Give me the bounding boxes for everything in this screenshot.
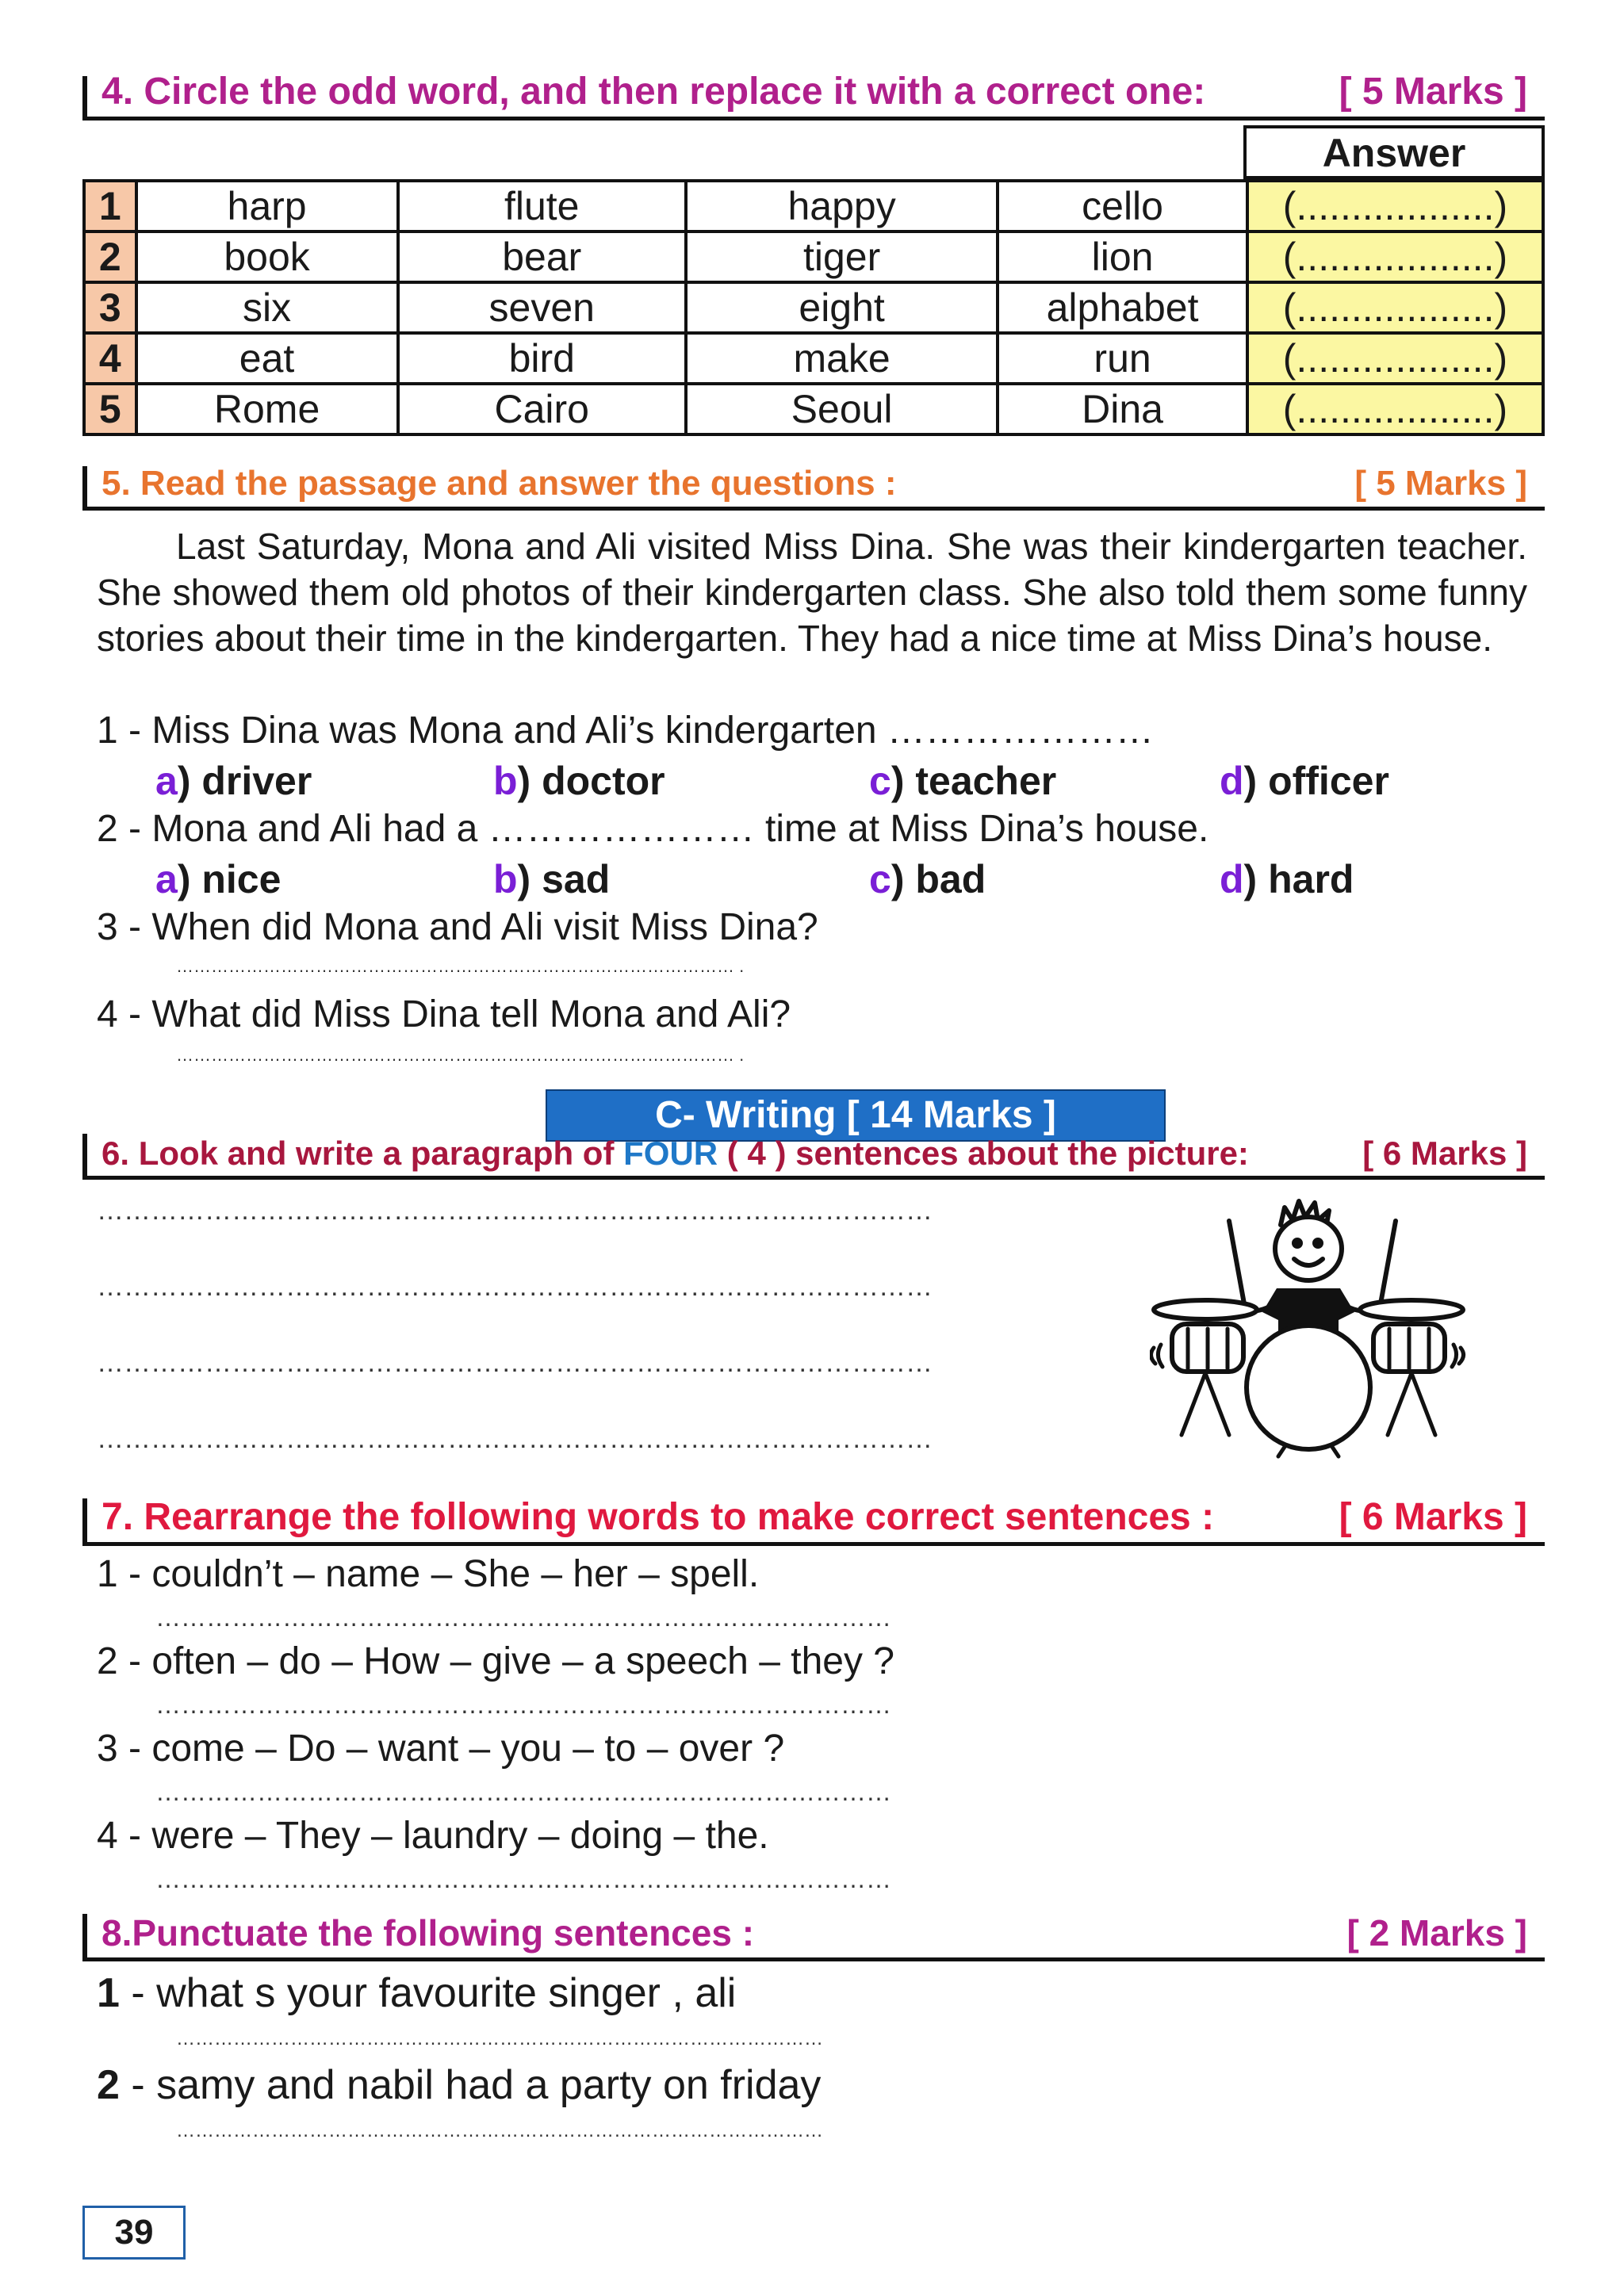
q5-question-3: 3 - When did Mona and Ali visit Miss Dina? (97, 906, 818, 948)
word-cell[interactable]: harp (136, 181, 398, 232)
word-cell[interactable]: flute (398, 181, 687, 232)
odd-word-row (84, 181, 1543, 232)
option-letter: b (493, 857, 518, 901)
row-number: 3 (84, 282, 136, 333)
word-cell[interactable]: happy (686, 181, 998, 232)
word-cell[interactable]: seven (398, 282, 687, 333)
q7-answer-line-4[interactable]: …………………………………………………………………………… (155, 1865, 891, 1893)
option-text: ) nice (177, 857, 282, 901)
q8-item-1-text: - what s your favourite singer , ali (119, 1970, 737, 2016)
q6-title-start: 6. Look and write a paragraph of (102, 1135, 624, 1172)
row-number: 1 (84, 181, 136, 232)
row-number: 2 (84, 232, 136, 282)
option-text: ) sad (517, 857, 611, 901)
option-b[interactable] (493, 758, 665, 804)
q5-header (82, 466, 1545, 511)
q7-answer-line-1[interactable]: …………………………………………………………………………… (155, 1603, 891, 1632)
option-letter: b (493, 759, 518, 803)
q4-marks: [ 5 Marks ] (1339, 71, 1527, 113)
option-letter: c (869, 857, 891, 901)
q6-marks: [ 6 Marks ] (1362, 1135, 1527, 1172)
q8-item-2 (97, 2061, 821, 2109)
option-a[interactable] (155, 758, 312, 804)
answer-header: Answer (1243, 125, 1545, 179)
option-text: ) bad (891, 857, 986, 901)
q5-question-2: 2 - Mona and Ali had a ………………… time at Miss Dina’s house. (97, 808, 1209, 850)
option-letter: c (869, 759, 891, 803)
odd-word-row (84, 333, 1543, 384)
q7-item-4: 4 - were – They – laundry – doing – the. (97, 1815, 769, 1857)
q7-answer-line-2[interactable]: …………………………………………………………………………… (155, 1690, 891, 1719)
odd-word-row (84, 384, 1543, 434)
q6-writing-line-1[interactable]: ………………………………………………………………………………… (97, 1196, 933, 1226)
odd-word-row (84, 232, 1543, 282)
word-cell[interactable]: eight (686, 282, 998, 333)
q5-answer-line-3[interactable]: …………………………………………………………………………………… . (176, 956, 745, 976)
option-letter: d (1220, 759, 1244, 803)
reading-passage: Last Saturday, Mona and Ali visited Miss Dina. She was their kindergarten teacher. She showed them old photos of their kindergarten class. She also told them some funny stories about their time in the kindergarten. They had a nice time at Miss Dina’s house. (97, 526, 1527, 659)
answer-cell[interactable]: (..................) (1247, 282, 1543, 333)
q6-writing-line-2[interactable]: ………………………………………………………………………………… (97, 1272, 933, 1302)
q6-title (102, 1135, 1249, 1173)
word-cell[interactable]: lion (998, 232, 1247, 282)
q7-item-1: 1 - couldn’t – name – She – her – spell. (97, 1553, 760, 1595)
answer-cell[interactable]: (..................) (1247, 232, 1543, 282)
q8-item-2-text: - samy and nabil had a party on friday (119, 2062, 822, 2108)
row-number: 4 (84, 333, 136, 384)
q5-question-1: 1 - Miss Dina was Mona and Ali’s kindergarten ………………… (97, 710, 1154, 752)
q8-answer-line-1[interactable]: ………………………………………………………………………………………… (176, 2028, 823, 2049)
option-letter: a (155, 759, 178, 803)
writing-banner: C- Writing [ 14 Marks ] (546, 1089, 1166, 1142)
q7-answer-line-3[interactable]: …………………………………………………………………………… (155, 1777, 891, 1806)
word-cell[interactable]: bird (398, 333, 687, 384)
drummer-illustration (1150, 1189, 1467, 1459)
word-cell[interactable]: six (136, 282, 398, 333)
option-text: ) driver (177, 759, 312, 803)
page-number: 39 (82, 2206, 186, 2260)
q6-title-four: FOUR (623, 1135, 718, 1172)
q4-title: 4. Circle the odd word, and then replace it with a correct one: (102, 71, 1206, 113)
q8-item-1 (97, 1969, 736, 2017)
word-cell[interactable]: alphabet (998, 282, 1247, 333)
q8-answer-line-2[interactable]: ………………………………………………………………………………………… (176, 2120, 823, 2141)
option-text: ) doctor (517, 759, 665, 803)
q5-question-4: 4 - What did Miss Dina tell Mona and Ali? (97, 993, 791, 1035)
q8-title: 8.Punctuate the following sentences : (102, 1912, 755, 1954)
row-number: 5 (84, 384, 136, 434)
word-cell[interactable]: book (136, 232, 398, 282)
word-cell[interactable]: Cairo (398, 384, 687, 434)
option-c[interactable] (869, 758, 1056, 804)
option-d[interactable] (1220, 856, 1354, 902)
option-text: ) officer (1243, 759, 1389, 803)
q6-title-end: ( 4 ) sentences about the picture: (718, 1135, 1249, 1172)
option-b[interactable] (493, 856, 610, 902)
odd-word-table (82, 179, 1545, 436)
word-cell[interactable]: cello (998, 181, 1247, 232)
option-letter: a (155, 857, 178, 901)
option-d[interactable] (1220, 758, 1389, 804)
q6-header (82, 1134, 1545, 1180)
q7-header (82, 1498, 1545, 1546)
q5-title: 5. Read the passage and answer the questions : (102, 464, 897, 503)
word-cell[interactable]: run (998, 333, 1247, 384)
q8-item-2-number: 2 (97, 2062, 120, 2108)
option-a[interactable] (155, 856, 281, 902)
option-letter: d (1220, 857, 1244, 901)
answer-cell[interactable]: (..................) (1247, 181, 1543, 232)
q7-item-2: 2 - often – do – How – give – a speech – they ? (97, 1640, 894, 1682)
word-cell[interactable]: make (686, 333, 998, 384)
option-text: ) teacher (891, 759, 1057, 803)
q7-marks: [ 6 Marks ] (1339, 1496, 1527, 1538)
word-cell[interactable]: eat (136, 333, 398, 384)
word-cell[interactable]: Seoul (686, 384, 998, 434)
word-cell[interactable]: tiger (686, 232, 998, 282)
word-cell[interactable]: Dina (998, 384, 1247, 434)
answer-cell[interactable]: (..................) (1247, 384, 1543, 434)
q8-item-1-number: 1 (97, 1970, 120, 2016)
q5-marks: [ 5 Marks ] (1354, 464, 1527, 503)
q6-writing-line-4[interactable]: ………………………………………………………………………………… (97, 1424, 933, 1454)
word-cell[interactable]: Rome (136, 384, 398, 434)
option-c[interactable] (869, 856, 986, 902)
word-cell[interactable]: bear (398, 232, 687, 282)
q4-header (82, 71, 1545, 121)
q8-header (82, 1914, 1545, 1961)
answer-cell[interactable]: (..................) (1247, 333, 1543, 384)
q5-answer-line-4[interactable]: …………………………………………………………………………………… . (176, 1045, 745, 1065)
q6-writing-line-3[interactable]: ………………………………………………………………………………… (97, 1348, 933, 1378)
q7-item-3: 3 - come – Do – want – you – to – over ? (97, 1728, 785, 1770)
q8-marks: [ 2 Marks ] (1346, 1912, 1527, 1954)
q7-title: 7. Rearrange the following words to make correct sentences : (102, 1496, 1215, 1538)
option-text: ) hard (1243, 857, 1354, 901)
odd-word-row (84, 282, 1543, 333)
